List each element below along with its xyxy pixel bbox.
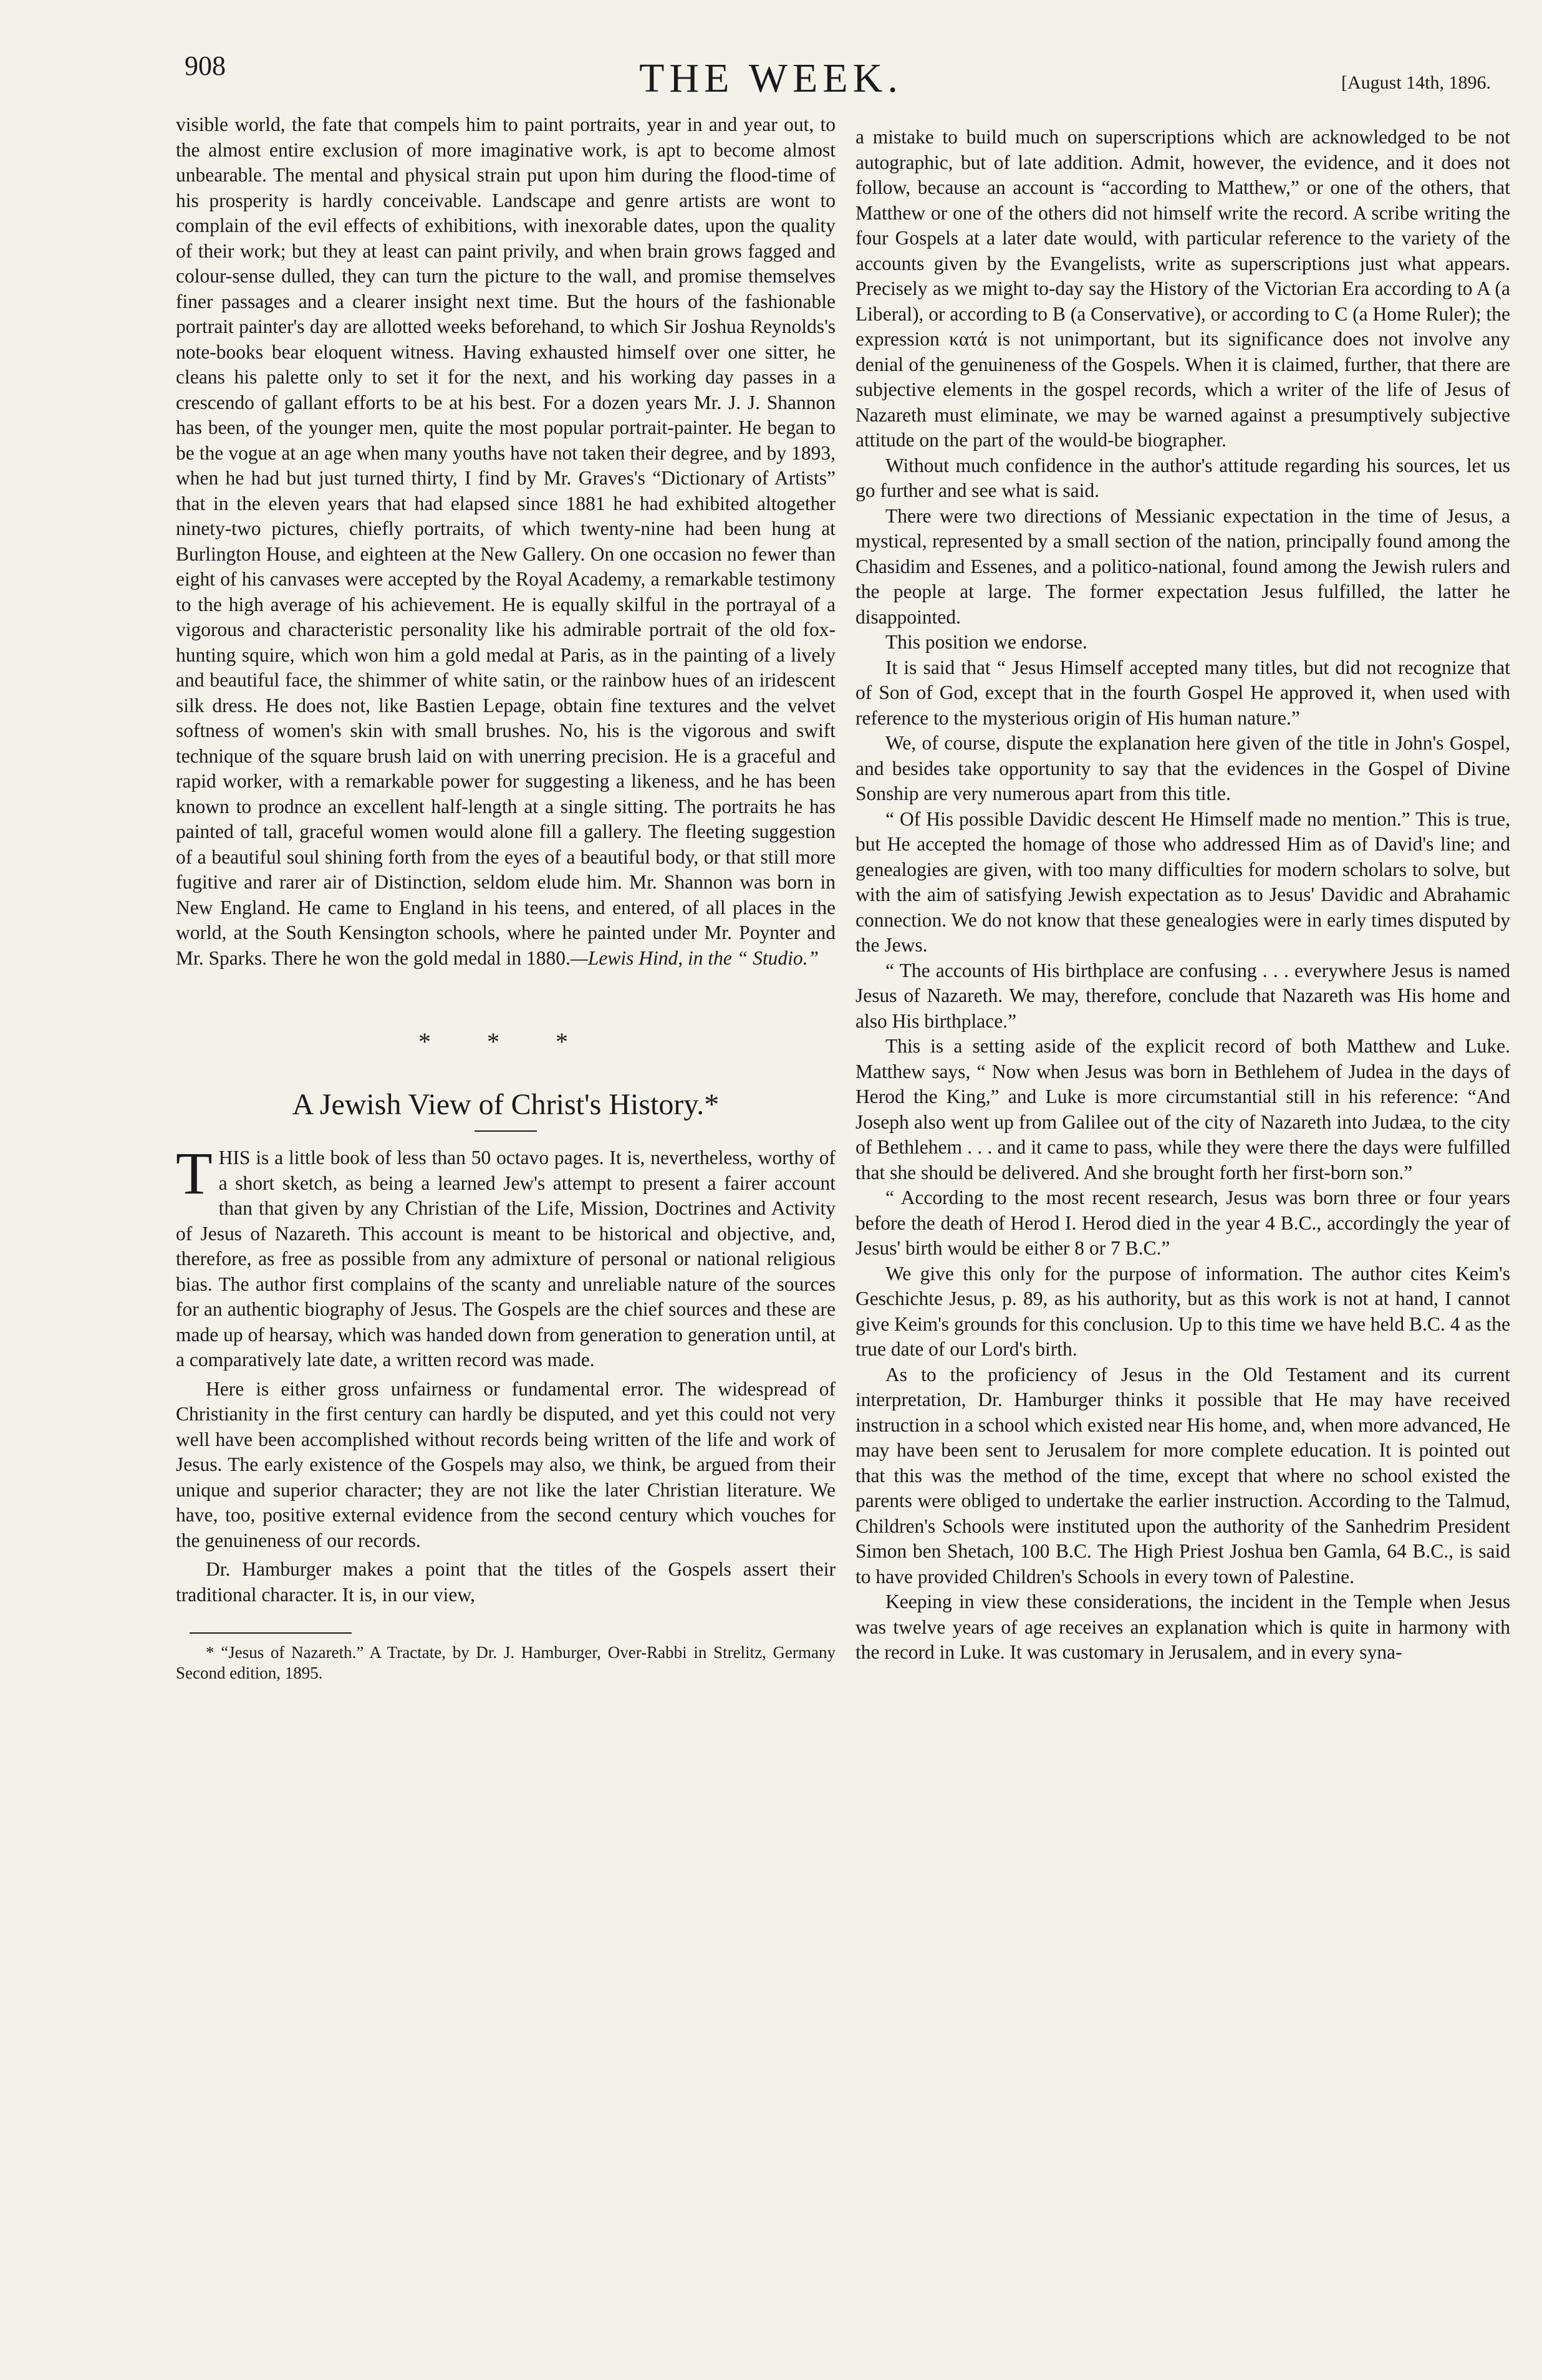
right-column [855,125,1510,1665]
title-rule [475,1130,537,1132]
right-paragraph-13: Keeping in view these considerations, the incident in the Temple when Jesus was twelve years of age receives an explanation which is quite in harmony with the record in Luke. It was customary in Jerusalem, and in every syna- [855,1591,1510,1663]
right-paragraph-11: We give this only for the purpose of information. The author cites Keim's Geschichte Jesus, p. 89, as his authority, but as this work is not at hand, I cannot give Keim's grounds for this conclusion. Up to this time we have held B.C. 4 as the true date of our Lord's birth. [855,1262,1510,1360]
left-column [176,112,836,1684]
right-paragraph-10: “ According to the most recent research, Jesus was born three or four years before the death of Herod I. Herod died in the year 4 B.C., accordingly the year of Jesus' birth would be either 8 or 7 B.C.” [855,1187,1510,1259]
right-paragraph-4: This position we endorse. [885,631,1087,653]
footnote-rule [190,1632,352,1634]
right-paragraph-5: It is said that “ Jesus Himself accepted many titles, but did not recognize that of Son of God, except that in the fourth Gospel He approved it, when used with reference to the mysterious origin of His human nature.” [855,656,1510,729]
studio-paragraph: visible world, the fate that compels him to paint portraits, year in and year out, to the almost entire exclusion of more imaginative work, is apt to become almost unbearable. The mental and physical strain put upon him during the flood-time of his prosperity is hardly conceivable. Landscape and genre artists are wont to complain of the evil effects of exhibitions, with inexorable dates, upon the quality of their work; but they at least can paint privily, and when brain grows fagged and colour-sense dulled, they can turn the picture to the wall, and promise themselves finer passages and a clearer insight next time. But the hours of the fashionable portrait painter's day are allotted weeks beforehand, to which Sir Joshua Reynolds's note-books bear eloquent witness. Having exhausted himself over one sitter, he cleans his palette only to set it for the next, and his working day passes in a crescendo of gallant efforts to be at his best. For a dozen years Mr. J. J. Shannon has been, of the younger men, quite the most popular portrait-painter. He began to be the vogue at an age when many youths have not taken their degree, and by 1893, when he had but just turned thirty, I find by Mr. Graves's “Dictionary of Artists” that in the eleven years that had elapsed since 1881 he had exhibited altogether ninety-two pictures, chiefly portraits, of which twenty-nine had been hung at Burlington House, and eighteen at the New Gallery. On one occasion no fewer than eight of his canvases were accepted by the Royal Academy, a remarkable testimony to the high average of his achievement. He is equally skilful in the portrayal of a vigorous and characteristic personality like his admirable portrait of the old fox-hunting squire, which won him a gold medal at Paris, as in the painting of a lively and beautiful face, the shimmer of white satin, or the rainbow hues of an iridescent silk dress. He does not, like Bastien Lepage, obtain fine textures and the velvet softness of women's skin with small brushes. No, his is the vigorous and swift technique of the square brush laid on with unerring precision. He is a graceful and rapid worker, with a remarkable power for suggesting a likeness, and he has been known to prodnce an excellent half-length at a single sitting. The portraits he has painted of tall, graceful women would alone fill a gallery. The fleeting suggestion of a beautiful soul shining forth from the eyes of a beautiful body, or that still more fugitive and rarer air of Distinction, seldom elude him. Mr. Shannon was born in New England. He came to England in his teens, and entered, of all places in the world, at the South Kensington schools, where he painted under Mr. Poynter and Mr. Sparks. There he won the gold medal in 1880.—Lewis Hind, in the “ Studio.” [176,113,836,969]
right-paragraph-2: Without much confidence in the author's attitude regarding his sources, let us go further and see what is said. [855,454,1510,501]
right-paragraph-7: “ Of His possible Davidic descent He Himself made no mention.” This is true, but He accepted the homage of those who addressed Him as of David's line; and genealogies are given, with too many difficulties for modern scholars to solve, but with the aim of satisfying Jewish expectation as to Jesus' Davidic and Abrahamic connection. We do not know that these genealogies were in early times disputed by the Jews. [855,807,1510,956]
article-title: A Jewish View of Christ's History.* [292,1088,720,1121]
section-divider: * * * [418,1028,593,1056]
studio-attribution: —Lewis Hind, in the “ Studio.” [570,947,819,969]
page-number: 908 [185,51,226,81]
article-paragraph-3: Dr. Hamburger makes a point that the titles of the Gospels assert their traditional character. It is, in our view, [176,1558,836,1606]
right-paragraph-1: a mistake to build much on superscriptions which are acknowledged to be not autographic, but of late addition. Admit, however, the evidence, and it does not follow, because an account is “according to Matthew,” or one of the others, that Matthew or one of the others did not himself write the record. A scribe writing the four Gospels at a later date would, with particular reference to the variety of the accounts given by the Evangelists, write as superscriptions just what appears. Precisely as we might to-day say the History of the Victorian Era according to A (a Liberal), or according to B (a Conservative), or according to C (a Home Ruler); the expression κατά is not unimportant, but its significance does not involve any denial of the genuineness of the Gospels. When it is claimed, further, that there are subjective elements in the gospel records, which a writer of the life of Jesus of Nazareth must eliminate, we may be warned against a presumptively subjective attitude on the part of the would-be biographer. [855,126,1510,451]
issue-date: [August 14th, 1896. [1341,72,1491,93]
right-paragraph-8: “ The accounts of His birthplace are confusing . . . everywhere Jesus is named Jesus of Nazareth. We may, therefore, conclude that Nazareth was His home and also His birthplace.” [855,959,1510,1032]
right-paragraph-6: We, of course, dispute the explanation here given of the title in John's Gospel, and besides take opportunity to say that the evidences in the Gospel of Divine Sonship are very numerous apart from this title. [855,732,1510,804]
right-paragraph-3: There were two directions of Messianic expectation in the time of Jesus, a mystical, represented by a small section of the nation, principally found among the Chasidim and Essenes, and a politico-national, found among the Jewish rulers and the people at large. The former expectation Jesus fulfilled, the latter he disappointed. [855,504,1510,628]
article-paragraph-2: Here is either gross unfairness or fundamental error. The widespread of Christianity in the first century can hardly be disputed, and yet this could not very well have been accomplished without records being written of the life and work of Jesus. The early existence of the Gospels may also, we think, be argued from their unique and superior character; they are not like the later Christian literature. We have, too, positive external evidence from the second century which vouches for the genuineness of our records. [176,1377,836,1551]
drop-cap: T [176,1140,213,1207]
running-title: THE WEEK. [639,55,903,101]
right-paragraph-9: This is a setting aside of the explicit record of both Matthew and Luke. Matthew says, “ Now when Jesus was born in Bethlehem of Judea in the days of Herod the King,” and Luke is more circumstantial still in his reference: “And Joseph also went up from Galilee out of the city of Nazareth into Judæa, to the city of Bethlehem . . . and it came to pass, while they were there the days were fulfilled that she should be delivered. And she brought forth her first-born son.” [855,1035,1510,1183]
footnote: * “Jesus of Nazareth.” A Tractate, by Dr. J. Hamburger, Over-Rabbi in Strelitz, Germany Second edition, 1895. [176,1643,836,1682]
article-paragraph-1: THIS is a little book of less than 50 octavo pages. It is, nevertheless, worthy of a short sketch, as being a learned Jew's attempt to present a fairer account than that given by any Christian of the Life, Mission, Doctrines and Activity of Jesus of Nazareth. This account is meant to be historical and objective, and, therefore, as free as possible from any admixture of personal or national religious bias. The author first complains of the scanty and unreliable nature of the sources for an authentic biography of Jesus. The Gospels are the chief sources and these are made up of hearsay, which was handed down from generation to generation until, at a comparatively late date, a written record was made. [176,1140,836,1371]
right-paragraph-12: As to the proficiency of Jesus in the Old Testament and its current interpretation, Dr. Hamburger thinks it possible that He may have received instruction in a school which existed near His home, and, when more advanced, He may have been sent to Jerusalem for more complete education. It is pointed out that this was the method of the time, except that where no school existed the parents were obliged to undertake the earlier instruction. According to the Talmud, Children's Schools were instituted upon the authority of the Sanhedrim President Simon ben Shetach, 100 B.C. The High Priest Joshua ben Gamla, 64 B.C., is said to have provided Children's Schools in every town of Palestine. [855,1363,1510,1587]
